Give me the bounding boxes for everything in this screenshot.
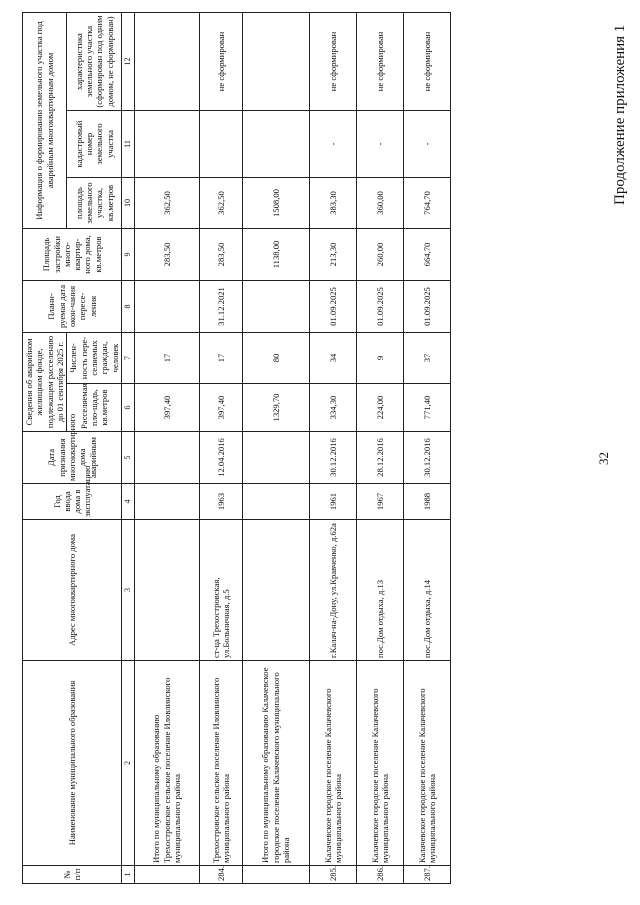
cell-address [242, 520, 309, 661]
column-number: 5 [122, 432, 135, 484]
header-group-emergency: Сведения об аварийном жилищном фонде, подлежащем расселению до 01 сентября 2025 г. [23, 332, 67, 431]
cell-resettled-area: 334,30 [309, 384, 356, 432]
cell-building-area: 260,00 [356, 228, 403, 280]
cell-number: 285. [309, 866, 356, 884]
cell-land-area: 383,30 [309, 177, 356, 228]
cell-year: 1967 [356, 484, 403, 520]
cell-cadastral [242, 110, 309, 177]
column-number: 7 [122, 332, 135, 383]
cell-resettled-area: 771,40 [403, 384, 450, 432]
cell-resettled-area: 397,40 [199, 384, 242, 432]
cell-planned-date: 31.12.2021 [199, 280, 242, 332]
cell-building-area: 283,50 [199, 228, 242, 280]
column-number: 8 [122, 280, 135, 332]
table-row [356, 12, 403, 883]
header-building-area: Площадь застройки много-квартир-ного дома, кв.метров [23, 228, 122, 280]
cell-municipality: Итого по муниципальному образованию Трехостровское сельское поселение Иловлинского муниципального района [134, 661, 199, 866]
cell-year: 1963 [199, 484, 242, 520]
page-number: 32 [596, 452, 611, 465]
cell-planned-date: 01.09.2025 [309, 280, 356, 332]
header-name: Наименование муниципального образования [23, 661, 122, 866]
column-number: 12 [122, 12, 135, 110]
cell-building-area: 213,30 [309, 228, 356, 280]
cell-municipality: Калачевское городское поселение Калачевского муниципального района [309, 661, 356, 866]
table-row [242, 12, 309, 883]
cell-residents: 17 [134, 332, 199, 383]
cell-land-area: 764,70 [403, 177, 450, 228]
cell-characteristic: не сформирован [309, 12, 356, 110]
cell-characteristic [242, 12, 309, 110]
table-row [134, 12, 199, 883]
header-residents: Числен-ность пере-селяемых граждан, человек [67, 332, 122, 383]
header-address: Адрес многоквартирного дома [23, 520, 122, 661]
cell-address: пос.Дом отдыха, д.14 [403, 520, 450, 661]
column-number: 10 [122, 177, 135, 228]
cell-residents: 17 [199, 332, 242, 383]
header-land-area: площадь земельного участка, кв.метров [67, 177, 122, 228]
column-number: 6 [122, 384, 135, 432]
cell-year [134, 484, 199, 520]
column-number: 1 [122, 866, 135, 884]
cell-planned-date [242, 280, 309, 332]
cell-building-area: 664,70 [403, 228, 450, 280]
cell-year: 1961 [309, 484, 356, 520]
cell-cadastral: - [356, 110, 403, 177]
cell-characteristic [134, 12, 199, 110]
cell-recognition-date: 28.12.2016 [356, 432, 403, 484]
cell-number: 286. [356, 866, 403, 884]
column-number: 4 [122, 484, 135, 520]
cell-land-area: 362,50 [134, 177, 199, 228]
column-number: 2 [122, 661, 135, 866]
cell-resettled-area: 397,40 [134, 384, 199, 432]
table-row [309, 12, 356, 883]
cell-address [134, 520, 199, 661]
table-row [199, 12, 242, 883]
header-row-1 [23, 12, 67, 883]
cell-municipality: Трехостровское сельское поселение Иловлинского муниципального района [199, 661, 242, 866]
column-number: 9 [122, 228, 135, 280]
cell-number: 287. [403, 866, 450, 884]
cell-municipality: Калачевское городское поселение Калачевского муниципального района [356, 661, 403, 866]
cell-cadastral: - [403, 110, 450, 177]
cell-land-area: 1508,00 [242, 177, 309, 228]
cell-recognition-date [134, 432, 199, 484]
header-year: Год ввода дома в эксплуатацию [23, 484, 122, 520]
emergency-housing-table [22, 12, 451, 884]
cell-residents: 9 [356, 332, 403, 383]
cell-resettled-area: 1329,70 [242, 384, 309, 432]
cell-planned-date [134, 280, 199, 332]
cell-year: 1988 [403, 484, 450, 520]
appendix-title: Продолжение приложения 1 [612, 24, 628, 205]
cell-address: ст-ца Трехостровская, ул.Больничная, д.5 [199, 520, 242, 661]
cell-recognition-date: 12.04.2016 [199, 432, 242, 484]
cell-building-area: 1138,00 [242, 228, 309, 280]
cell-planned-date: 01.09.2025 [356, 280, 403, 332]
cell-cadastral: - [309, 110, 356, 177]
cell-residents: 34 [309, 332, 356, 383]
cell-characteristic: не сформирован [356, 12, 403, 110]
header-n: № п/п [23, 866, 122, 884]
cell-address: пос.Дом отдыха, д.13 [356, 520, 403, 661]
header-cadastral: кадастровый номер земельного участка [67, 110, 122, 177]
header-planned-date: Плани-руемая дата окон-чания пересе-ления [23, 280, 122, 332]
cell-residents: 37 [403, 332, 450, 383]
cell-recognition-date: 30.12.2016 [309, 432, 356, 484]
table-body [134, 12, 450, 883]
cell-municipality: Итого по муниципальному образованию Калачевское городское поселение Калачевского муниципального района [242, 661, 309, 866]
header-date-recognition: Дата признания многоквартирного дома аварийным [23, 432, 122, 484]
cell-land-area: 360,00 [356, 177, 403, 228]
cell-number: 284. [199, 866, 242, 884]
cell-recognition-date: 30.12.2016 [403, 432, 450, 484]
cell-land-area: 362,50 [199, 177, 242, 228]
cell-municipality: Калачевское городское поселение Калачевского муниципального района [403, 661, 450, 866]
table-row [403, 12, 450, 883]
cell-characteristic: не сформирован [199, 12, 242, 110]
cell-recognition-date [242, 432, 309, 484]
header-area-resettled: Расселяемая пло-щадь, кв.метров [67, 384, 122, 432]
cell-address: г.Калач-на-Дону, ул.Кравченко, д.62а [309, 520, 356, 661]
column-number: 11 [122, 110, 135, 177]
header-group-land: Информация о формировании земельного участка под аварийным многоквартирным домом [23, 12, 67, 228]
cell-planned-date: 01.09.2025 [403, 280, 450, 332]
cell-resettled-area: 224,00 [356, 384, 403, 432]
cell-number [242, 866, 309, 884]
cell-characteristic: не сформирован [403, 12, 450, 110]
column-number-row [122, 12, 135, 883]
column-number: 3 [122, 520, 135, 661]
cell-number [134, 866, 199, 884]
header-characteristic: характеристика земельного участка (сформирован под одним домом, не сформирован) [67, 12, 122, 110]
cell-year [242, 484, 309, 520]
cell-building-area: 283,50 [134, 228, 199, 280]
cell-cadastral [134, 110, 199, 177]
cell-cadastral [199, 110, 242, 177]
cell-residents: 80 [242, 332, 309, 383]
